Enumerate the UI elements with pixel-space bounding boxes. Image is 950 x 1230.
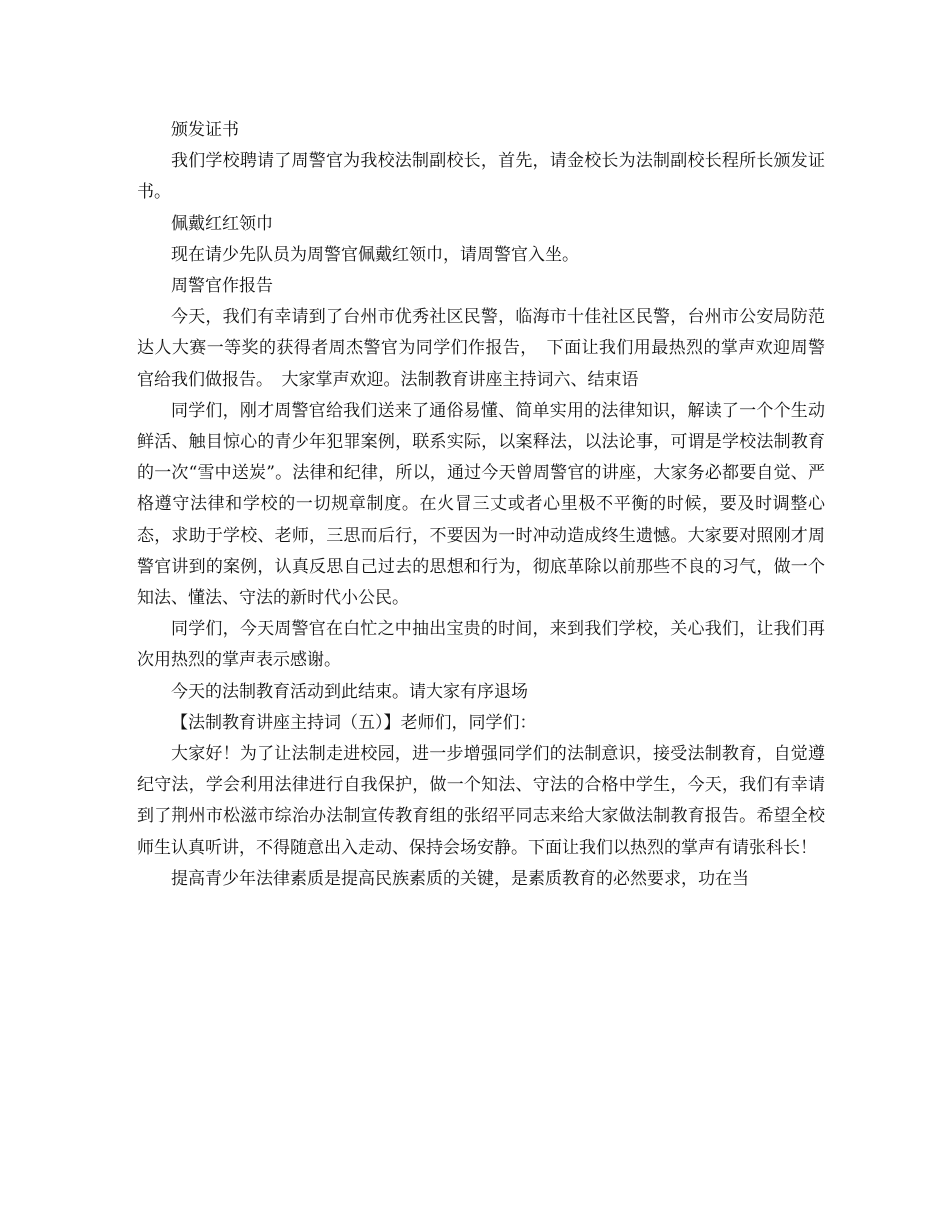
heading-red-scarf: 佩戴红红领巾	[171, 213, 273, 234]
paragraph-red-scarf: 现在请少先队员为周警官佩戴红领巾，请周警官入坐。	[171, 244, 579, 265]
document-body	[137, 115, 825, 895]
paragraph-thanks: 同学们，今天周警官在白忙之中抽出宝贵的时间，来到我们学校，关心我们，让我们再次用热烈的掌声表示感谢。	[137, 619, 825, 671]
paragraph-legal-quality: 提高青少年法律素质是提高民族素质的关键，是素质教育的必然要求，功在当	[171, 868, 749, 889]
paragraph-welcome: 大家好！为了让法制走进校园，进一步增强同学们的法制意识，接受法制教育，自觉遵纪守法，学会利用法律进行自我保护，做一个知法、守法的合格中学生，今天，我们有幸请到了荆州市松滋市综治办法制宣传教育组的张绍平同志来给大家做法制教育报告。希望全校师生认真听讲，不得随意出入走动、保持会场安静。下面让我们以热烈的掌声有请张科长！	[137, 744, 825, 858]
paragraph-certificate: 我们学校聘请了周警官为我校法制副校长，首先，请金校长为法制副校长程所长颁发证书。	[137, 151, 825, 203]
paragraph-activity-end: 今天的法制教育活动到此结束。请大家有序退场	[171, 681, 528, 702]
paragraph-officer-intro: 今天，我们有幸请到了台州市优秀社区民警，临海市十佳社区民警，台州市公安局防范达人大赛一等奖的获得者周杰警官为同学们作报告， 下面让我们用最热烈的掌声欢迎周警官给我们做报告。 大家掌声欢迎。法制教育讲座主持词六、结束语	[137, 307, 825, 390]
heading-award-certificate: 颁发证书	[171, 120, 239, 140]
heading-script-five: 【法制教育讲座主持词（五）】老师们，同学们：	[171, 712, 537, 733]
heading-officer-report: 周警官作报告	[171, 276, 273, 297]
paragraph-closing-remarks: 同学们，刚才周警官给我们送来了通俗易懂、简单实用的法律知识，解读了一个个生动鲜活、触目惊心的青少年犯罪案例，联系实际，以案释法，以法论事，可谓是学校法制教育的一次“雪中送炭”。法律和纪律，所以，通过今天曾周警官的讲座，大家务必都要自觉、严格遵守法律和学校的一切规章制度。在火冒三丈或者心里极不平衡的时候，要及时调整心态，求助于学校、老师，三思而后行，不要因为一时冲动造成终生遗憾。大家要对照刚才周警官讲到的案例，认真反思自己过去的思想和行为，彻底革除以前那些不良的习气，做一个知法、懂法、守法的新时代小公民。	[137, 400, 825, 609]
